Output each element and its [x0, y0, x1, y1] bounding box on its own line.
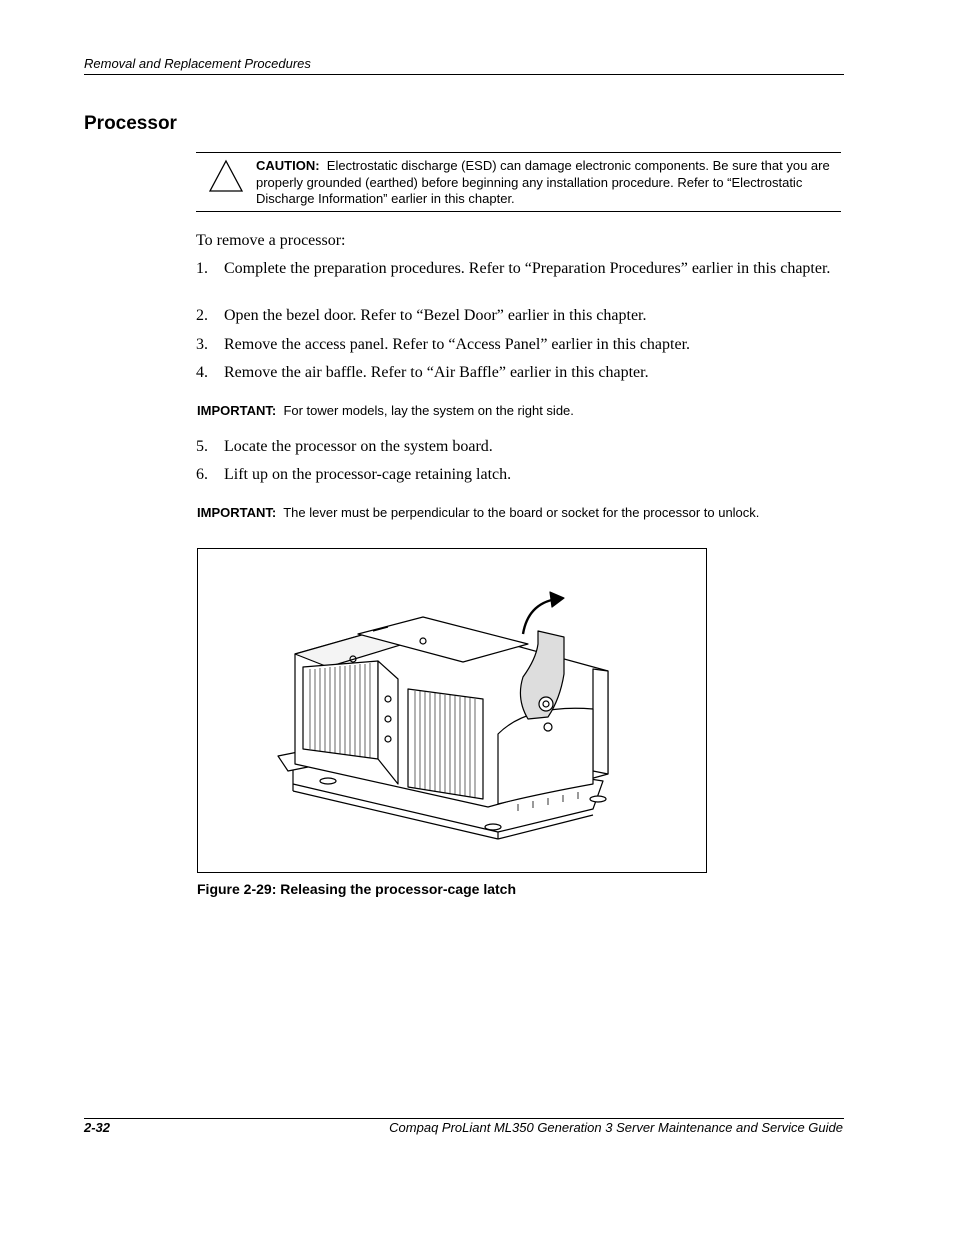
step-text: Open the bezel door. Refer to “Bezel Door” earlier in this chapter. — [224, 307, 647, 324]
caution-triangle-icon — [208, 158, 244, 192]
step-number: 6. — [196, 466, 208, 483]
page-number: 2-32 — [84, 1120, 111, 1135]
step-number: 4. — [196, 364, 208, 381]
caution-text — [256, 158, 832, 208]
step-text: Complete the preparation procedures. Refer to “Preparation Procedures” earlier in this chapter. — [224, 260, 831, 277]
step-number: 1. — [196, 260, 208, 277]
important-text: The lever must be perpendicular to the board or socket for the processor to unlock. — [283, 505, 760, 520]
step-number: 3. — [196, 336, 208, 353]
footer-divider — [84, 1118, 844, 1119]
step-text: Lift up on the processor-cage retaining latch. — [224, 466, 512, 483]
caution-body: Electrostatic discharge (ESD) can damage electronic components. Be sure that you are properly grounded (earthed) before beginning any installation procedure. Refer to “Electrostatic Discharge Information” earlier in this chapter. — [256, 158, 830, 206]
caution-label: CAUTION: — [256, 158, 320, 173]
step-text: Remove the air baffle. Refer to “Air Baffle” earlier in this chapter. — [224, 364, 649, 381]
figure-caption: Figure 2-29: Releasing the processor-cage latch — [197, 881, 516, 897]
processor-cage-latch-illustration — [198, 549, 706, 872]
intro-text: To remove a processor: — [196, 232, 346, 249]
step-number: 2. — [196, 307, 208, 324]
footer-doc-title: Compaq ProLiant ML350 Generation 3 Server Maintenance and Service Guide — [389, 1120, 843, 1135]
important-label: IMPORTANT: — [197, 505, 277, 520]
step-text: Locate the processor on the system board. — [224, 438, 493, 455]
step-number: 5. — [196, 438, 208, 455]
important-label: IMPORTANT: — [197, 403, 277, 418]
running-header-title: Removal and Replacement Procedures — [84, 56, 311, 71]
running-header — [84, 56, 844, 75]
section-title: Processor — [84, 113, 177, 134]
important-text: For tower models, lay the system on the right side. — [283, 403, 574, 418]
important-note — [197, 403, 574, 419]
caution-notice — [196, 152, 841, 212]
step-text: Remove the access panel. Refer to “Access Panel” earlier in this chapter. — [224, 336, 691, 353]
important-note — [197, 505, 759, 521]
figure-frame — [197, 548, 707, 873]
